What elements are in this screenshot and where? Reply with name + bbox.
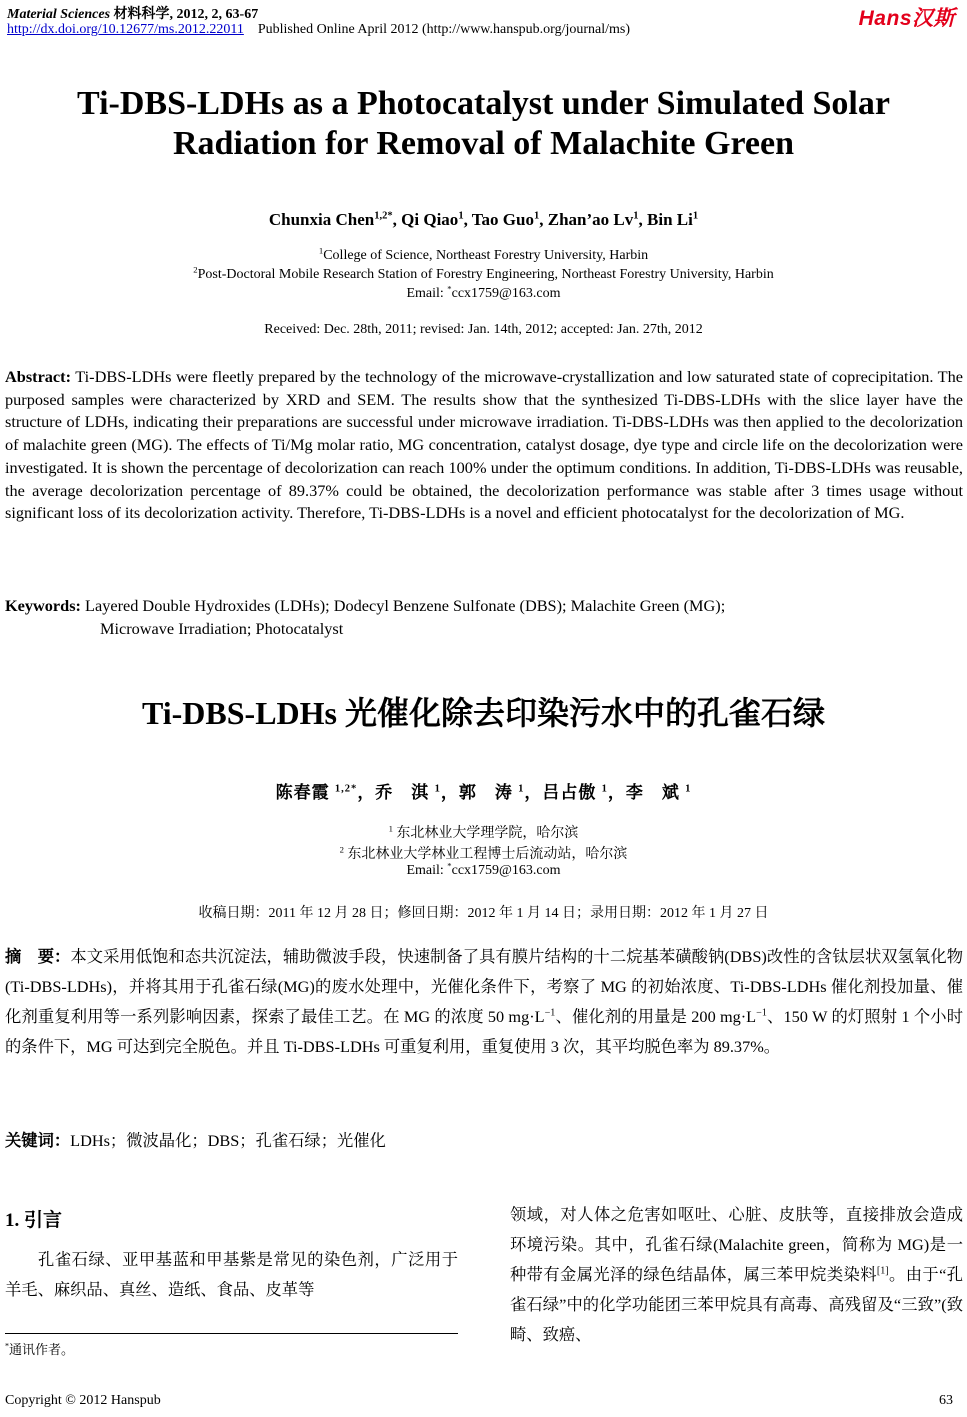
cn-author-mark: 1 (601, 783, 608, 795)
cn-author-mark: 1 (518, 783, 525, 795)
cn-author-mark: 1,2* (334, 783, 358, 795)
cn-abstract-text: 、催化剂的用量是 200 mg·L (555, 1007, 757, 1026)
email-mark: * (447, 860, 452, 871)
body-text: 。由于“孔雀石绿”中的化学功能团三苯甲烷具有高毒、高残留及“三致”(致畸、致癌、 (510, 1265, 963, 1344)
footnote-text: 通讯作者。 (9, 1342, 75, 1357)
email-mark: * (447, 283, 452, 294)
cn-keywords-text: LDHs；微波晶化；DBS；孔雀石绿；光催化 (70, 1131, 386, 1150)
cn-abstract-label: 摘 要： (5, 947, 71, 966)
author-name: , Tao Guo (463, 210, 534, 229)
journal-volume: , 2012, 2, 63-67 (169, 7, 259, 22)
journal-name: Material Sciences (7, 7, 111, 22)
cn-author-name: ，郭 涛 (440, 783, 519, 802)
affil-mark: 2 (193, 264, 198, 275)
page-number: 63 (939, 1393, 953, 1408)
footnote-rule (5, 1333, 458, 1334)
keywords-text: Layered Double Hydroxides (LDHs); Dodecyl Benzene Sulfonate (DBS); Malachite Green (MG); (80, 596, 726, 615)
unit-exponent: −1 (544, 1007, 556, 1019)
author-affil-mark: 1 (692, 210, 699, 222)
citation-ref[interactable]: [1] (876, 1265, 889, 1277)
author-name: Chunxia Chen (268, 210, 375, 229)
body-text: 领域，对人体之危害如呕吐、心脏、皮肤等，直接排放会造成环境污染。其中，孔雀石绿(Malachite green，简称为 MG)是一种带有金属光泽的绿色结晶体，属三苯甲烷类染料 (510, 1205, 963, 1284)
cn-author-name: ，乔 淇 (357, 783, 435, 802)
published-info: Published Online April 2012 (http://www.hanspub.org/journal/ms) (257, 22, 631, 37)
unit-exponent: −1 (756, 1007, 767, 1019)
author-affil-mark: 1 (633, 210, 639, 222)
affil-mark: 1 (388, 823, 393, 834)
affil-mark: 2 (339, 844, 344, 855)
keywords (5, 595, 725, 640)
author-name: , Zhan’ao Lv (539, 210, 634, 229)
abstract-label: Abstract: (5, 367, 72, 386)
title-line-2: Radiation for Removal of Malachite Green (172, 125, 795, 162)
cn-keywords (5, 1127, 386, 1151)
body-right-column (510, 1200, 963, 1350)
affil-text: 东北林业大学林业工程博士后流动站，哈尔滨 (343, 847, 628, 862)
author-affil-mark: 1,2* (374, 210, 393, 222)
doi-link[interactable]: http://dx.doi.org/10.12677/ms.2012.22011 (7, 22, 244, 37)
cn-author-name: ，李 斌 (607, 783, 686, 802)
cn-abstract-text: 、150 W 的灯照射 1 个小时的条件下，MG 可达到完全脱色。并且 Ti-DBS-LDHs 可重复利用，重复使用 3 次，其平均脱色率为 89.37%。 (5, 1007, 963, 1056)
email-label: Email: (406, 286, 448, 301)
keywords-label: Keywords: (5, 596, 81, 615)
title-line-1: Ti-DBS-LDHs as a Photocatalyst under Simulated Solar (77, 85, 890, 122)
keywords-text-2: Microwave Irradiation; Photocatalyst (100, 618, 344, 638)
email-address[interactable]: ccx1759@163.com (451, 863, 561, 878)
cn-keywords-label: 关键词： (5, 1131, 71, 1150)
affiliation-2 (0, 264, 967, 283)
cn-abstract (5, 942, 963, 1062)
received-dates: Received: Dec. 28th, 2011; revised: Jan. 14th, 2012; accepted: Jan. 27th, 2012 (264, 322, 703, 337)
affil-text: College of Science, Northeast Forestry University, Harbin (323, 248, 649, 263)
cn-title: Ti-DBS-LDHs 光催化除去印染污水中的孔雀石绿 (141, 695, 826, 731)
paper-title (0, 84, 967, 164)
author-name: , Bin Li (638, 210, 693, 229)
copyright: Copyright © 2012 Hanspub (5, 1393, 161, 1408)
doi-line (7, 22, 630, 38)
email (0, 283, 967, 302)
author-affil-mark: 1 (533, 210, 540, 222)
publisher-logo: Hans汉斯 (858, 7, 955, 30)
footnote-mark: * (5, 1341, 10, 1351)
abstract (5, 366, 963, 525)
cn-received-dates: 收稿日期：2011 年 12 月 28 日；修回日期：2012 年 1 月 14 日；录用日期：2012 年 1 月 27 日 (198, 906, 769, 921)
affil-text: 东北林业大学理学院，哈尔滨 (392, 826, 579, 841)
email-label: Email: (406, 863, 448, 878)
author-list (0, 210, 967, 230)
cn-abstract-text: 本文采用低饱和态共沉淀法，辅助微波手段，快速制备了具有膜片结构的十二烷基苯磺酸钠(DBS)改性的含钛层状双氢氧化物(Ti-DBS-LDHs)，并将其用于孔雀石绿(MG)的废水处理中，光催化条件下，考察了 MG 的初始浓度、Ti-DBS-LDHs 催化剂投加量、催化剂重复利用等一系列影响因素，探索了最佳工艺。在 MG 的浓度 50 mg·L (5, 947, 963, 1026)
affiliation-1 (0, 245, 967, 264)
abstract-text: Ti-DBS-LDHs were fleetly prepared by the technology of the microwave-crystallization and low saturated state of coprecipitation. The purposed samples were characterized by XRD and SEM. The results show that the synthesized Ti-DBS-LDHs with the slice layer have the structure of LDHs, indicating their preparations are successful under microwave irradiation. Ti-DBS-LDHs was then applied to the decolorization of malachite green (MG). The effects of Ti/Mg molar ratio, MG concentration, catalyst dosage, dye type and circle life on the decolorization were investigated. It is shown the percentage of decolorization can reach 100% under the optimum conditions. In addition, Ti-DBS-LDHs was reusable, the average decolorization percentage of 89.37% could be obtained, the decolorization performance was stable after 3 times usage without significant loss of its decolorization activity. Therefore, Ti-DBS-LDHs is a novel and efficient photocatalyst for the decolorization of MG. (5, 367, 963, 523)
affil-mark: 1 (318, 245, 324, 256)
cn-author-mark: 1 (685, 783, 692, 795)
affil-text: Post-Doctoral Mobile Research Station of Forestry Engineering, Northeast Forestry University, Harbin (197, 267, 774, 282)
body-left-column: 孔雀石绿、亚甲基蓝和甲基紫是常见的染色剂，广泛用于羊毛、麻织品、真丝、造纸、食品、皮革等 (5, 1250, 458, 1299)
cn-affiliation-1 (0, 822, 967, 842)
author-affil-mark: 1 (458, 210, 464, 222)
email-address[interactable]: ccx1759@163.com (451, 286, 561, 301)
cn-author-mark: 1 (434, 783, 441, 795)
cn-author-list (0, 778, 967, 803)
cn-author-name: ，吕占傲 (524, 783, 602, 802)
author-name: , Qi Qiao (392, 210, 459, 229)
journal-name-cn: 材料科学 (110, 7, 170, 22)
cn-author-name: 陈春霞 (275, 783, 335, 802)
cn-email (0, 860, 967, 879)
cn-affiliation-2 (0, 843, 967, 863)
footnote (5, 1339, 74, 1358)
section-heading: 1. 引言 (5, 1210, 63, 1231)
journal-citation (7, 3, 258, 23)
